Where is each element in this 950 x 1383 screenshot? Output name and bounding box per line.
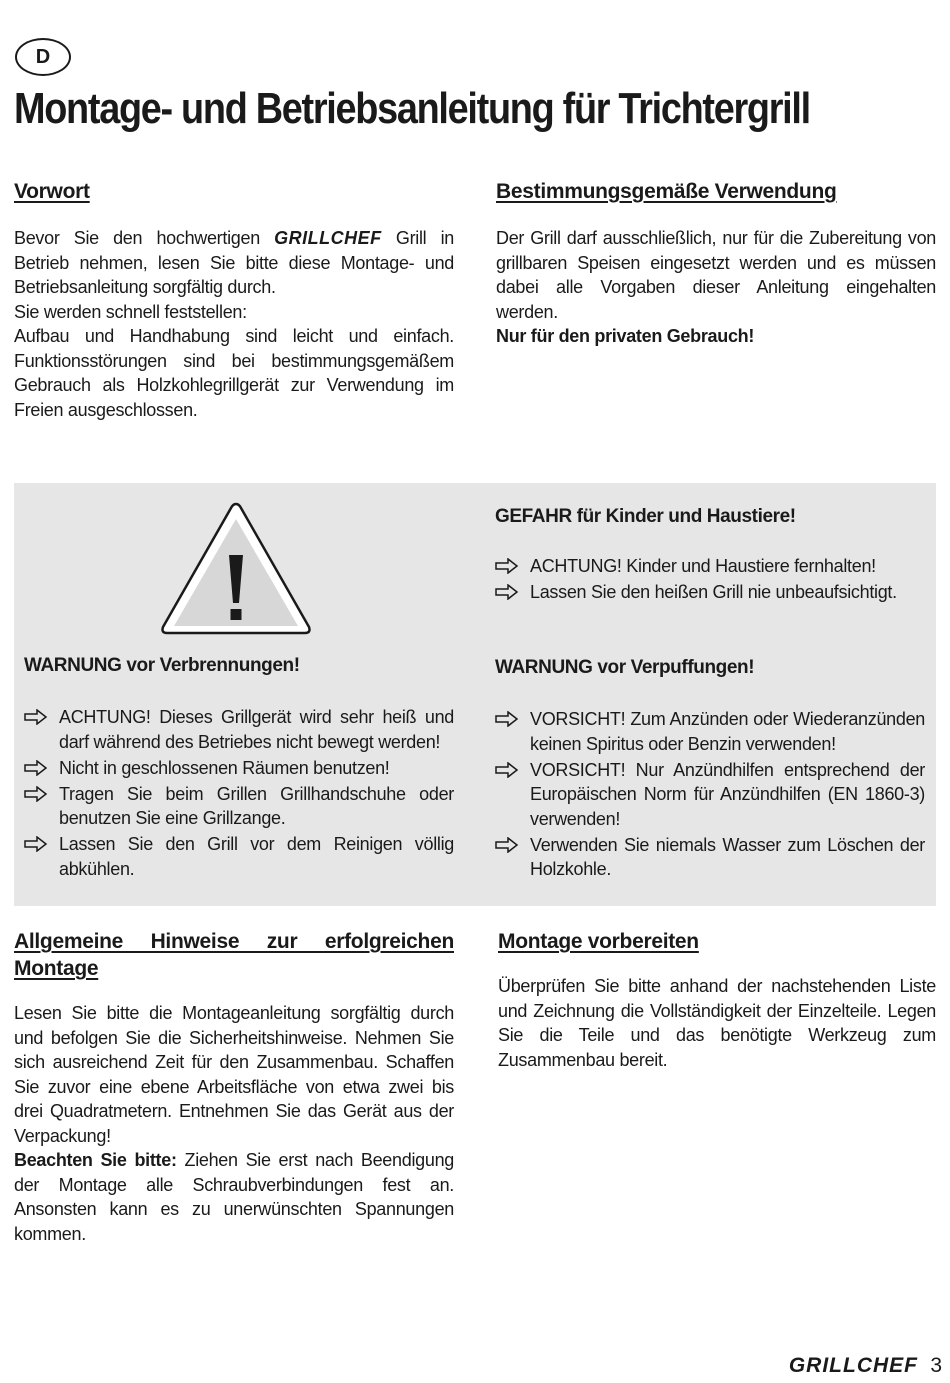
arrow-right-icon: [24, 760, 48, 776]
list-item: Tragen Sie beim Grillen Grillhandschuhe oder benutzen Sie eine Grillzange.: [24, 782, 454, 831]
verwendung-text: [496, 226, 936, 349]
arrow-right-icon: [495, 558, 519, 574]
vorwort-paragraph-1: Bevor Sie den hochwertigen GRILLCHEF Grill in Betrieb nehmen, lesen Sie bitte diese Montage- und Betriebsanleitung sorgfältig durch.: [14, 228, 454, 297]
verbrennungen-list: [24, 705, 454, 883]
verwendung-paragraph: Der Grill darf ausschließlich, nur für die Zubereitung von grillbaren Speisen eingesetzt werden und es müssen dabei alle Vorgaben dieser Anleitung eingehalten werden.: [496, 228, 936, 322]
vorbereiten-heading: Montage vorbereiten: [498, 930, 699, 953]
gefahr-list: [495, 554, 925, 606]
hinweise-paragraph: Lesen Sie bitte die Montageanleitung sorgfältig durch und befolgen Sie die Sicherheitshinweise. Nehmen Sie sich ausreichend Zeit für den Zusammenbau. Schaffen Sie zuvor eine ebene Arbeitsfläche von etwa zwei bis drei Quadratmetern. Entnehmen Sie das Gerät aus der Verpackung!: [14, 1003, 454, 1146]
verpuffungen-heading: WARNUNG vor Verpuffungen!: [495, 657, 755, 678]
arrow-right-icon: [495, 584, 519, 600]
language-badge: D: [15, 38, 71, 76]
hinweise-text: [14, 1001, 454, 1246]
warning-triangle-icon: [158, 499, 314, 639]
warning-panel: [14, 483, 936, 906]
list-item: Lassen Sie den heißen Grill nie unbeaufsichtigt.: [495, 580, 925, 605]
arrow-right-icon: [495, 711, 519, 727]
footer-brand-logo: GRILLCHEF: [788, 1354, 918, 1377]
list-item: Verwenden Sie niemals Wasser zum Löschen der Holzkohle.: [495, 833, 925, 882]
vorbereiten-text: [498, 974, 936, 1072]
vorwort-text: [14, 226, 454, 422]
arrow-right-icon: [24, 786, 48, 802]
vorbereiten-paragraph: Überprüfen Sie bitte anhand der nachstehenden Liste und Zeichnung die Vollständigkeit der Einzelteile. Legen Sie die Teile und das benötigte Werkzeug zum Zusammenbau bereit.: [498, 976, 936, 1070]
arrow-right-icon: [24, 836, 48, 852]
page-title: Montage- und Betriebsanleitung für Trichtergrill: [14, 84, 810, 133]
hinweise-note: Beachten Sie bitte: Ziehen Sie erst nach Beendigung der Montage alle Schraubverbindungen fest an. Ansonsten kann es zu unerwünschten Spannungen kommen.: [14, 1150, 454, 1244]
arrow-right-icon: [495, 762, 519, 778]
list-item: VORSICHT! Zum Anzünden oder Wiederanzünden keinen Spiritus oder Benzin verwenden!: [495, 707, 925, 756]
verbrennungen-heading: WARNUNG vor Verbrennungen!: [24, 655, 300, 676]
list-item: Lassen Sie den Grill vor dem Reinigen völlig abkühlen.: [24, 832, 454, 881]
verpuffungen-list: [495, 707, 925, 883]
brand-inline: GRILLCHEF: [274, 228, 382, 248]
vorwort-paragraph-2: Sie werden schnell feststellen:: [14, 301, 247, 322]
arrow-right-icon: [495, 837, 519, 853]
vorwort-paragraph-3: Aufbau und Handhabung sind leicht und einfach. Funktionsstörungen sind bei bestimmungsgemäßem Gebrauch als Holzkohlegrillgerät zur Verwendung im Freien ausgeschlossen.: [14, 326, 454, 420]
hinweise-heading: Allgemeine Hinweise zur erfolgreichen Montage: [14, 930, 454, 980]
list-item: ACHTUNG! Kinder und Haustiere fernhalten!: [495, 554, 925, 579]
page-number: 3: [930, 1354, 942, 1377]
verwendung-bold-note: Nur für den privaten Gebrauch!: [496, 326, 755, 346]
list-item: ACHTUNG! Dieses Grillgerät wird sehr heiß und darf während des Betriebes nicht bewegt werden!: [24, 705, 454, 754]
list-item: Nicht in geschlossenen Räumen benutzen!: [24, 756, 454, 781]
list-item: VORSICHT! Nur Anzündhilfen entsprechend der Europäischen Norm für Anzündhilfen (EN 1860-3) verwenden!: [495, 758, 925, 832]
gefahr-heading: GEFAHR für Kinder und Haustiere!: [495, 506, 796, 527]
vorwort-heading: Vorwort: [14, 180, 90, 203]
verwendung-heading: Bestimmungsgemäße Verwendung: [496, 180, 837, 203]
arrow-right-icon: [24, 709, 48, 725]
